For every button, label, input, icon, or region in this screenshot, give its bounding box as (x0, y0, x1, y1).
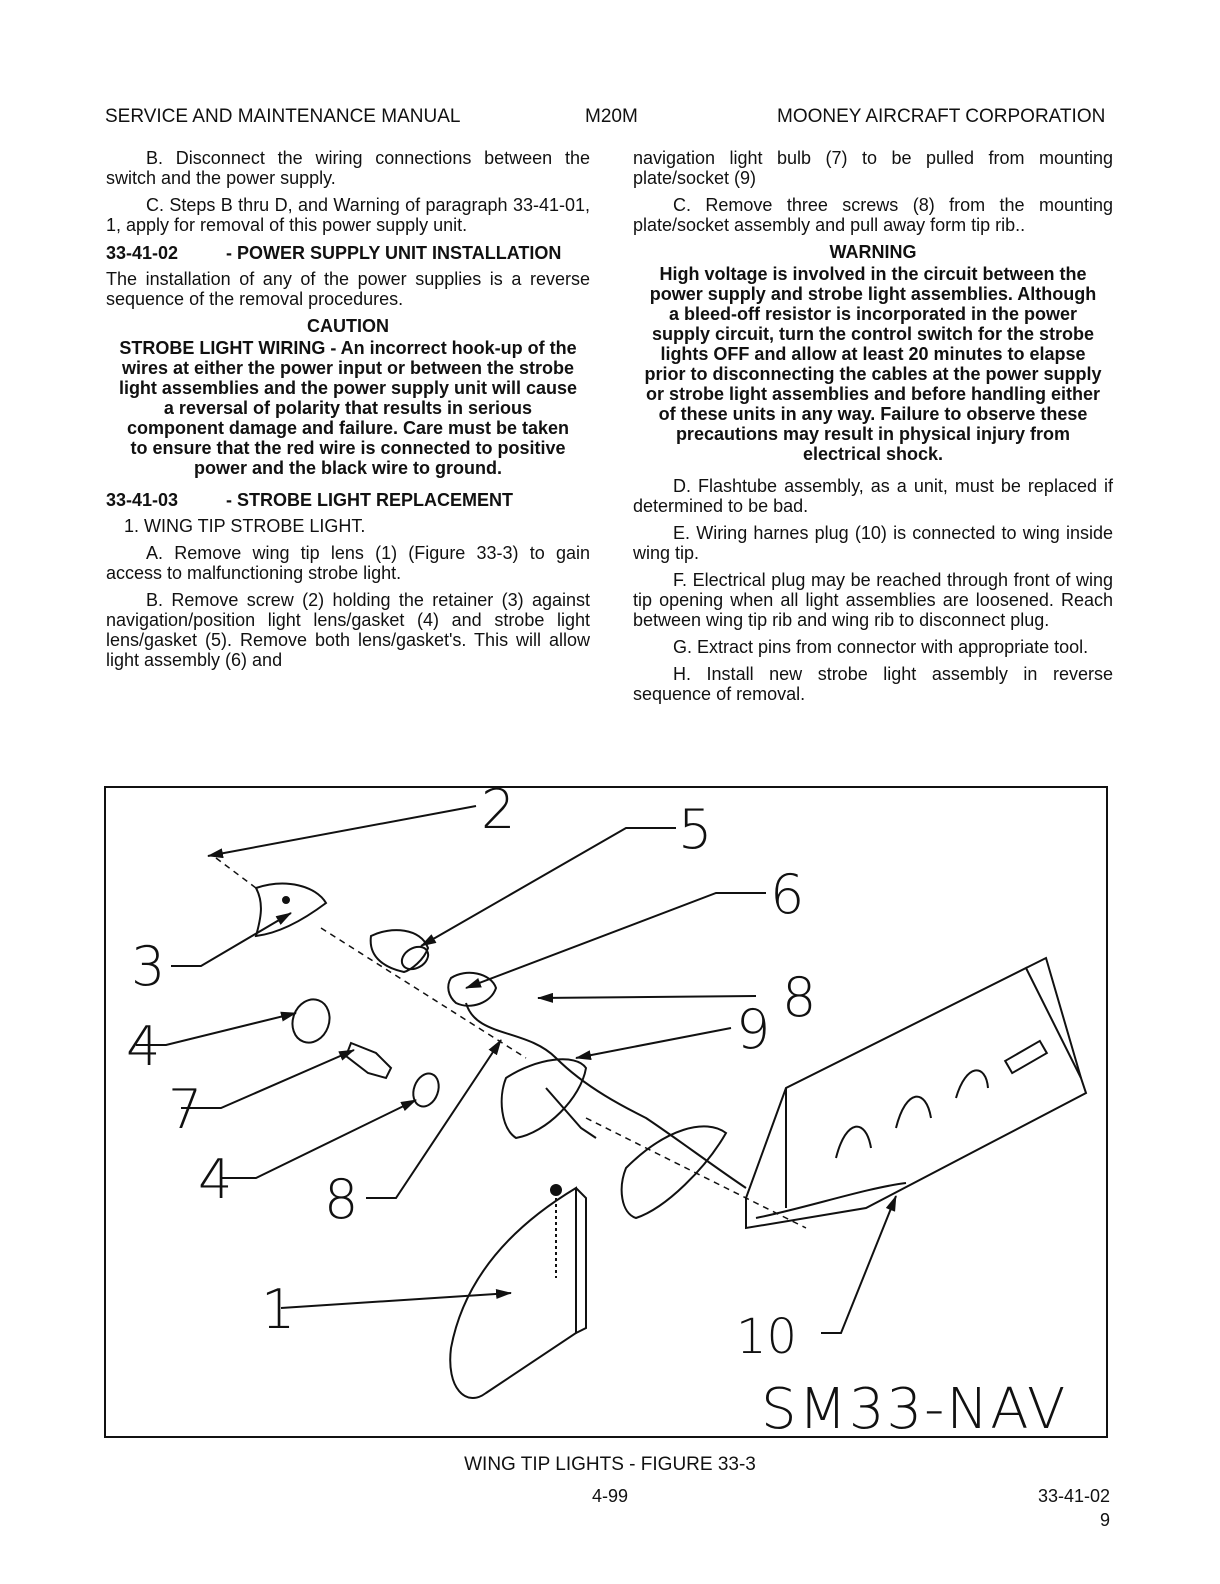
step-a: A. Remove wing tip lens (1) (Figure 33-3) to gain access to malfunctioning strobe light. (106, 543, 590, 583)
mounting-plate-stem (546, 1088, 596, 1138)
right-column (633, 148, 1113, 711)
caution-heading: CAUTION (307, 316, 389, 336)
section-number: 33-41-03 (106, 490, 179, 510)
step-d: D. Flashtube assembly, as a unit, must be replaced if determined to be bad. (633, 476, 1113, 516)
header-manual-title: SERVICE AND MAINTENANCE MANUAL (105, 106, 461, 127)
figure-caption: WING TIP LIGHTS - FIGURE 33-3 (464, 1454, 756, 1475)
warning-text: High voltage is involved in the circuit between the power supply and strobe light assemblies. Although a bleed-off resistor is incorporated in the power supply circuit, turn the control switch for the strobe lights OFF and allow at least 20 minutes to elapse prior to disconnecting the cables at the power supply or strobe light assemblies and before handling either of these units in any way. Failure to observe these precautions may result in physical injury from electrical shock. (644, 264, 1102, 464)
callout-9: 9 (736, 998, 771, 1061)
callout-7: 7 (168, 1078, 203, 1141)
lens-screw (551, 1185, 561, 1195)
section-number: 33-41-02 (106, 243, 179, 263)
nav-bulb-shape (346, 1043, 391, 1078)
left-column (106, 148, 590, 677)
step-1: 1. WING TIP STROBE LIGHT. (124, 516, 366, 536)
leader-7 (181, 1050, 354, 1108)
paragraph-b: B. Disconnect the wiring connections between the switch and the power supply. (106, 148, 590, 188)
callout-10: 10 (736, 1309, 798, 1365)
footer-page-number: 9 (1099, 1510, 1110, 1530)
install-text: The installation of any of the power supplies is a reverse sequence of the removal procedures. (106, 269, 590, 309)
wing-tip-lens-edge (576, 1188, 586, 1333)
wing-tip-exploded-diagram (106, 788, 1106, 1436)
callout-2: 2 (481, 788, 516, 841)
light-assembly-wire (466, 1003, 746, 1188)
section-heading-strobe-replacement (106, 490, 590, 510)
wing-lightening-holes (836, 1070, 988, 1158)
wing-placard (1005, 1041, 1047, 1073)
section-title: - STROBE LIGHT REPLACEMENT (226, 490, 513, 510)
nav-lens-shape (287, 994, 336, 1048)
leader-8-upper (538, 996, 756, 998)
retainer-hole (283, 897, 289, 903)
section-title: - POWER SUPPLY UNIT INSTALLATION (226, 243, 562, 263)
tip-rib-shape (622, 1126, 726, 1218)
leader-3 (171, 913, 291, 966)
leader-6 (466, 893, 766, 988)
leader-9 (576, 1028, 731, 1058)
callout-6: 6 (770, 863, 805, 926)
header-model: M20M (585, 106, 638, 127)
step-h: H. Install new strobe light assembly in reverse sequence of removal. (633, 664, 1113, 704)
callout-8-lower: 8 (324, 1168, 359, 1231)
footer-section: 33-41-02 (1037, 1486, 1110, 1506)
figure-frame (104, 786, 1108, 1438)
step-c: C. Remove three screws (8) from the mounting plate/socket assembly and pull away form tip rib.. (633, 195, 1113, 235)
mounting-plate-shape (502, 1059, 586, 1138)
callout-3: 3 (131, 935, 166, 998)
caution-text: STROBE LIGHT WIRING - An incorrect hook-up of the wires at either the power input or between the strobe light assemblies and the power supply unit will cause a reversal of polarity that results in serious component damage and failure. Care must be taken to ensure that the red wire is connected to positive power and the black wire to ground. (118, 338, 578, 478)
callout-8-upper: 8 (782, 966, 817, 1029)
step-f: F. Electrical plug may be reached through front of wing tip opening when all light assemblies are loosened. Reach between wing tip rib and wing rib to disconnect plug. (633, 570, 1113, 630)
gasket-shape (409, 1070, 443, 1110)
leader-2 (208, 806, 476, 856)
leader-5 (421, 828, 676, 946)
wing-tip-lens-shape (450, 1188, 576, 1398)
footer-date: 4-99 (591, 1486, 629, 1506)
step-g: G. Extract pins from connector with appropriate tool. (673, 637, 1089, 657)
callout-4-lower: 4 (198, 1148, 233, 1211)
harness-wire (756, 1183, 906, 1218)
leader-10 (821, 1196, 896, 1333)
continuation-text: navigation light bulb (7) to be pulled from mounting plate/socket (9) (633, 148, 1113, 188)
section-heading-power-supply-install (106, 243, 590, 263)
callout-4-upper: 4 (126, 1015, 161, 1078)
leader-4-lower (221, 1100, 416, 1178)
callout-1: 1 (261, 1278, 296, 1341)
warning-heading: WARNING (829, 242, 917, 262)
drawing-id: SM33-NAV (761, 1377, 1068, 1436)
step-e: E. Wiring harnes plug (10) is connected to wing inside wing tip. (633, 523, 1113, 563)
light-assembly-shape (448, 973, 496, 1006)
step-b: B. Remove screw (2) holding the retainer (3) against navigation/position light lens/gasket (4) and strobe light lens/gasket (5). Remove both lens/gasket's. This will allow light assembly (6) and (106, 590, 590, 670)
header-company: MOONEY AIRCRAFT CORPORATION (777, 106, 1106, 127)
callout-5: 5 (678, 798, 713, 861)
paragraph-c: C. Steps B thru D, and Warning of paragraph 33-41-01, 1, apply for removal of this power supply unit. (106, 195, 590, 235)
